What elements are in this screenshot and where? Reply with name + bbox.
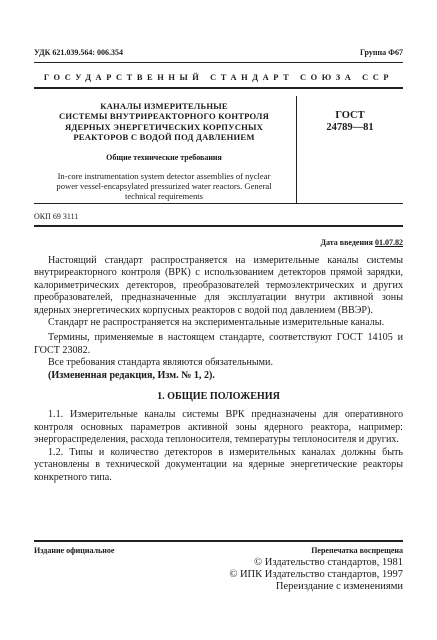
russian-title: [34, 101, 294, 143]
okp-divider: [34, 225, 403, 227]
copyright-block: [229, 557, 403, 592]
english-title-line: power vessel-encapsylated pressurized water reactors. General: [56, 181, 272, 192]
intro-date-label: Дата введения: [320, 238, 373, 247]
paragraph: 1.1. Измерительные каналы системы ВРК предназначены для оперативного контроля основных параметров активной зоны ядерного реактора, например: энергораспределения, расхода теплоносителя, температуры теплоносителя и других.: [34, 409, 403, 446]
title-bottom-divider: [34, 203, 403, 204]
copyright-line: © Издательство стандартов, 1981: [254, 557, 403, 568]
paragraph: Стандарт не распространяется на экспериментальные измерительные каналы.: [48, 317, 385, 329]
english-title: [34, 171, 294, 202]
russian-title-line: ЯДЕРНЫХ ЭНЕРГЕТИЧЕСКИХ КОРПУСНЫХ: [64, 121, 264, 132]
official-edition: Издание официальное: [34, 546, 115, 555]
group-code: Группа Ф67: [359, 48, 403, 57]
intro-date: [320, 238, 403, 247]
english-title-line: technical requirements: [124, 191, 204, 202]
paragraph: Термины, применяемые в настоящем стандарте, соответствуют ГОСТ 14105 и ГОСТ 23082.: [34, 332, 403, 356]
footer-divider: [34, 540, 403, 542]
english-title-line: In-core instrumentation system detector assemblies of nyclear: [57, 170, 271, 181]
paragraph: Все требования стандарта являются обязательными.: [48, 357, 273, 369]
russian-title-line: КАНАЛЫ ИЗМЕРИТЕЛЬНЫЕ: [100, 101, 228, 111]
russian-title-line: СИСТЕМЫ ВНУТРИРЕАКТОРНОГО КОНТРОЛЯ: [58, 111, 270, 122]
okp-code: ОКП 69 3111: [34, 212, 79, 221]
paragraph: Настоящий стандарт распространяется на измерительные каналы системы внутриреакторного контроля (ВРК) с использованием детекторов прямой зарядки, калориметрических детекторов, преобразователей термоэлектрических и других преобразователей, предназначенные для эксплуатации внутри активной зоны ядерных энергетических корпусных реакторов с водой под давлением (ВВЭР).: [34, 255, 403, 316]
state-standard-heading: ГОСУДАРСТВЕННЫЙ СТАНДАРТ СОЮЗА ССР: [43, 73, 394, 82]
title-block: [34, 101, 294, 202]
paragraph: 1.2. Типы и количество детекторов в измерительных каналах должны быть установлены в технической документации на ядерные энергетические реакторы конкретного типа.: [34, 446, 403, 483]
russian-subtitle: Общие технические требования: [106, 152, 222, 162]
section-title: 1. ОБЩИЕ ПОЛОЖЕНИЯ: [157, 391, 280, 403]
russian-title-line: РЕАКТОРОВ С ВОДОЙ ПОД ДАВЛЕНИЕМ: [73, 132, 255, 143]
amendment-note: (Измененная редакция, Изм. № 1, 2).: [48, 369, 215, 381]
heading-divider: [34, 87, 403, 89]
udk-code: УДК 621.039.564: 006.354: [34, 48, 124, 57]
gost-designation: [300, 110, 400, 134]
document-body: [34, 255, 403, 484]
gost-number: 24789—81: [326, 122, 374, 133]
reprint-notice: Перепечатка воспрещена: [311, 546, 403, 555]
reissue-note: Переиздание с изменениями: [275, 580, 403, 592]
intro-date-value: 01.07.82: [375, 238, 403, 247]
gost-label: ГОСТ: [335, 110, 365, 121]
title-vertical-divider: [296, 96, 297, 203]
top-divider: [34, 62, 403, 63]
copyright-line: © ИПК Издательство стандартов, 1997: [229, 568, 403, 580]
